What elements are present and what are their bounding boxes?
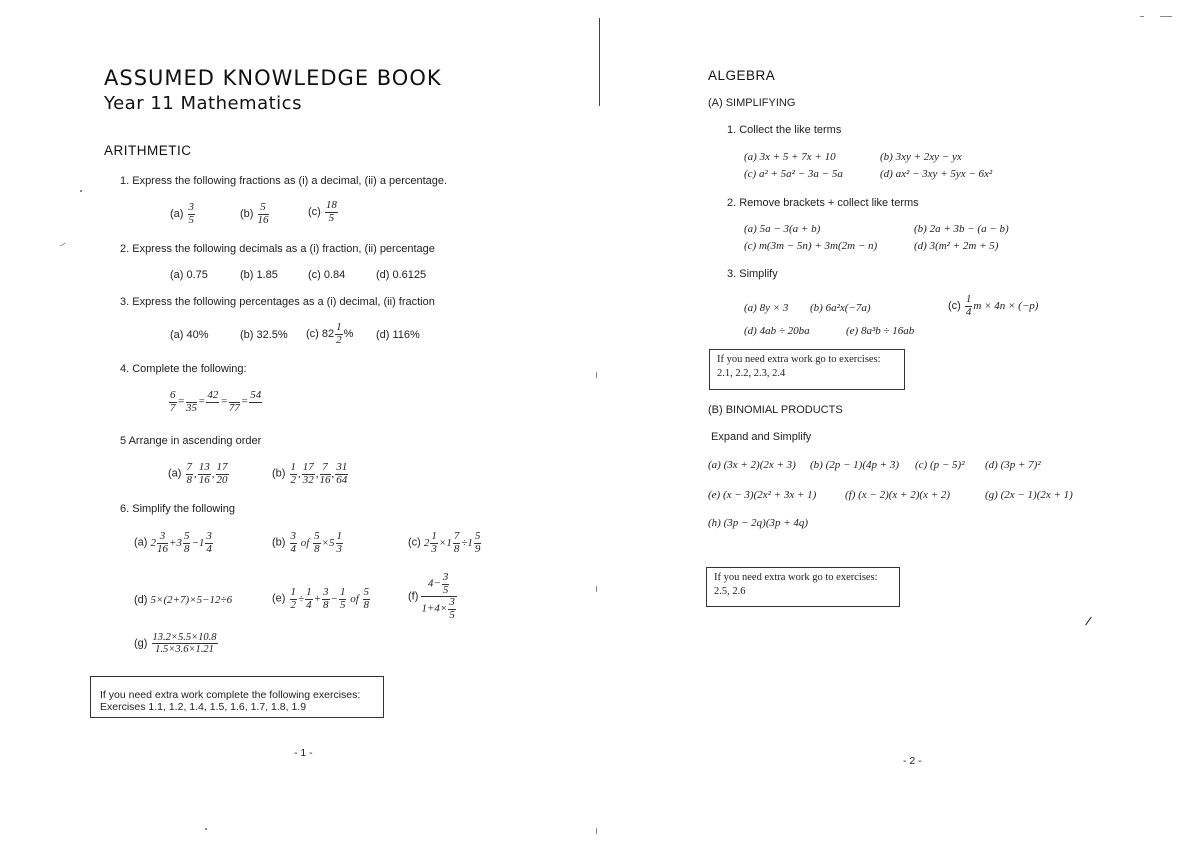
r-q1-part-c: (c) a² + 5a² − 3a − 5a	[744, 168, 843, 180]
b-part-d: (d) (3p + 7)²	[985, 459, 1041, 471]
book-subtitle: Year 11 Mathematics	[104, 93, 302, 114]
q6-part-c: (c) 2 $\frac{1}{3}$ ×1 $\frac{7}{8}$ ÷1 $\frac{5}{9}$	[408, 530, 481, 555]
subsection-simplifying: (A) SIMPLIFYING	[708, 97, 796, 109]
r-q2-part-b: (b) 2a + 3b − (a − b)	[914, 223, 1009, 235]
r-q2-part-a: (a) 5a − 3(a + b)	[744, 223, 821, 235]
q6-part-a: (a) 2 $\frac{3}{16}$ +3 $\frac{5}{8}$ −1 $\frac{3}{4}$	[134, 530, 212, 555]
q6-part-g: (g) $\frac{13.2\times 5.5\times 10.8}{1.5\times 3.6\times 1.21}$	[134, 632, 217, 656]
q3-part-b: (b) 32.5%	[240, 329, 288, 341]
section-algebra: ALGEBRA	[708, 68, 776, 83]
b-part-g: (g) (2x − 1)(2x + 1)	[985, 489, 1073, 501]
box-line-2: Exercises 1.1, 1.2, 1.4, 1.5, 1.6, 1.7, 1.8, 1.9	[100, 701, 307, 713]
b-part-e: (e) (x − 3)(2x² + 3x + 1)	[708, 489, 817, 501]
q2-part-d: (d) 0.6125	[376, 269, 427, 281]
section-arithmetic: ARITHMETIC	[104, 143, 192, 158]
q5-part-b: (b) $\frac{1}{2}$ , $\frac{17}{32}$ , $\frac{7}{16}$ , $\frac{31}{64}$	[272, 461, 348, 486]
q6-part-f: (f) 4− $\frac{3}{5}$ 1+4× $\frac{3}{5}$	[408, 571, 455, 621]
q6-part-d: (d) 5×(2+7)×5−12÷6	[134, 594, 233, 606]
q6-part-b: (b) $\frac{3}{4}$ of $\frac{5}{8}$ ×5 $\frac{1}{3}$	[272, 530, 343, 555]
scan-mark	[1160, 16, 1172, 17]
book-title: ASSUMED KNOWLEDGE BOOK	[104, 66, 442, 90]
question-2: 2. Express the following decimals as a (i) fraction, (ii) percentage	[120, 243, 435, 255]
question-3: 3. Express the following percentages as a (i) decimal, (ii) fraction	[120, 296, 435, 308]
extra-work-box-left	[90, 676, 384, 718]
q1-part-a: (a) $\frac{3}{5}$	[170, 201, 195, 226]
q6-part-e: (e) $\frac{1}{2}$ ÷ $\frac{1}{4}$ + $\frac{3}{8}$ − $\frac{1}{5}$ of $\frac{5}{8}$	[272, 586, 369, 611]
box1-line-1: If you need extra work go to exercises:	[717, 354, 881, 365]
question-6: 6. Simplify the following	[120, 503, 235, 515]
b-part-a: (a) (3x + 2)(2x + 3)	[708, 459, 796, 471]
extra-work-box-right-1	[709, 349, 905, 390]
question-5: 5 Arrange in ascending order	[120, 435, 262, 447]
q3-part-d: (d) 116%	[376, 329, 420, 341]
scan-mark	[596, 586, 597, 592]
q5-part-a: (a) $\frac{7}{8}$ , $\frac{13}{16}$ , $\frac{17}{20}$	[168, 461, 228, 486]
question-1: 1. Express the following fractions as (i) a decimal, (ii) a percentage.	[120, 175, 448, 187]
box2-line-1: If you need extra work go to exercises:	[714, 572, 878, 583]
question-3-right: 3. Simplify	[727, 268, 778, 280]
b-part-c: (c) (p − 5)²	[915, 459, 965, 471]
subsection-binomial: (B) BINOMIAL PRODUCTS	[708, 404, 843, 416]
r-q1-part-a: (a) 3x + 5 + 7x + 10	[744, 151, 836, 163]
r-q3-part-d: (d) 4ab ÷ 20ba	[744, 325, 810, 337]
r-q1-part-b: (b) 3xy + 2xy − yx	[880, 151, 962, 163]
q4-equation: $\frac{6}{7}$ = 35 = 42 = 77 = 54	[170, 389, 262, 414]
r-q1-part-d: (d) ax² − 3xy + 5yx − 6x²	[880, 168, 993, 180]
page-number-2: - 2 -	[903, 755, 922, 767]
question-2-right: 2. Remove brackets + collect like terms	[727, 197, 919, 209]
r-q3-part-a: (a) 8y × 3	[744, 302, 789, 314]
b-part-f: (f) (x − 2)(x + 2)(x + 2)	[845, 489, 951, 501]
q3-part-c: (c) 82 $\frac{1}{2}$ %	[306, 321, 354, 346]
q1-part-c: (c) $\frac{18}{5}$	[308, 199, 337, 224]
b-part-h: (h) (3p − 2q)(3p + 4q)	[708, 517, 809, 529]
r-q2-part-c: (c) m(3m − 5n) + 3m(2m − n)	[744, 240, 878, 252]
scan-mark	[1085, 617, 1092, 626]
expand-heading: Expand and Simplify	[711, 431, 812, 443]
scan-mark	[80, 190, 82, 192]
r-q3-part-c: (c) $\frac{1}{4}$ m × 4n × (−p)	[948, 293, 1039, 318]
extra-work-box-right-2	[706, 567, 900, 607]
scan-mark	[60, 243, 66, 247]
question-1-right: 1. Collect the like terms	[727, 124, 842, 136]
q2-part-c: (c) 0.84	[308, 269, 346, 281]
scan-mark	[205, 828, 207, 830]
b-part-b: (b) (2p − 1)(4p + 3)	[810, 459, 900, 471]
page-divider	[599, 18, 600, 106]
q2-part-b: (b) 1.85	[240, 269, 278, 281]
scan-mark	[1140, 16, 1144, 17]
r-q3-part-b: (b) 6a²x(−7a)	[810, 302, 871, 314]
question-4: 4. Complete the following:	[120, 363, 247, 375]
box1-line-2: 2.1, 2.2, 2.3, 2.4	[717, 368, 786, 379]
r-q2-part-d: (d) 3(m² + 2m + 5)	[914, 240, 999, 252]
q3-part-a: (a) 40%	[170, 329, 209, 341]
box-line-1: If you need extra work complete the following exercises:	[100, 689, 361, 701]
r-q3-part-e: (e) 8a³b ÷ 16ab	[846, 325, 915, 337]
scan-mark	[596, 828, 597, 834]
scan-mark	[596, 372, 597, 378]
q2-part-a: (a) 0.75	[170, 269, 208, 281]
page-number-1: - 1 -	[294, 747, 313, 759]
q1-part-b: (b) $\frac{5}{16}$	[240, 201, 269, 226]
box2-line-2: 2.5, 2.6	[714, 586, 746, 597]
